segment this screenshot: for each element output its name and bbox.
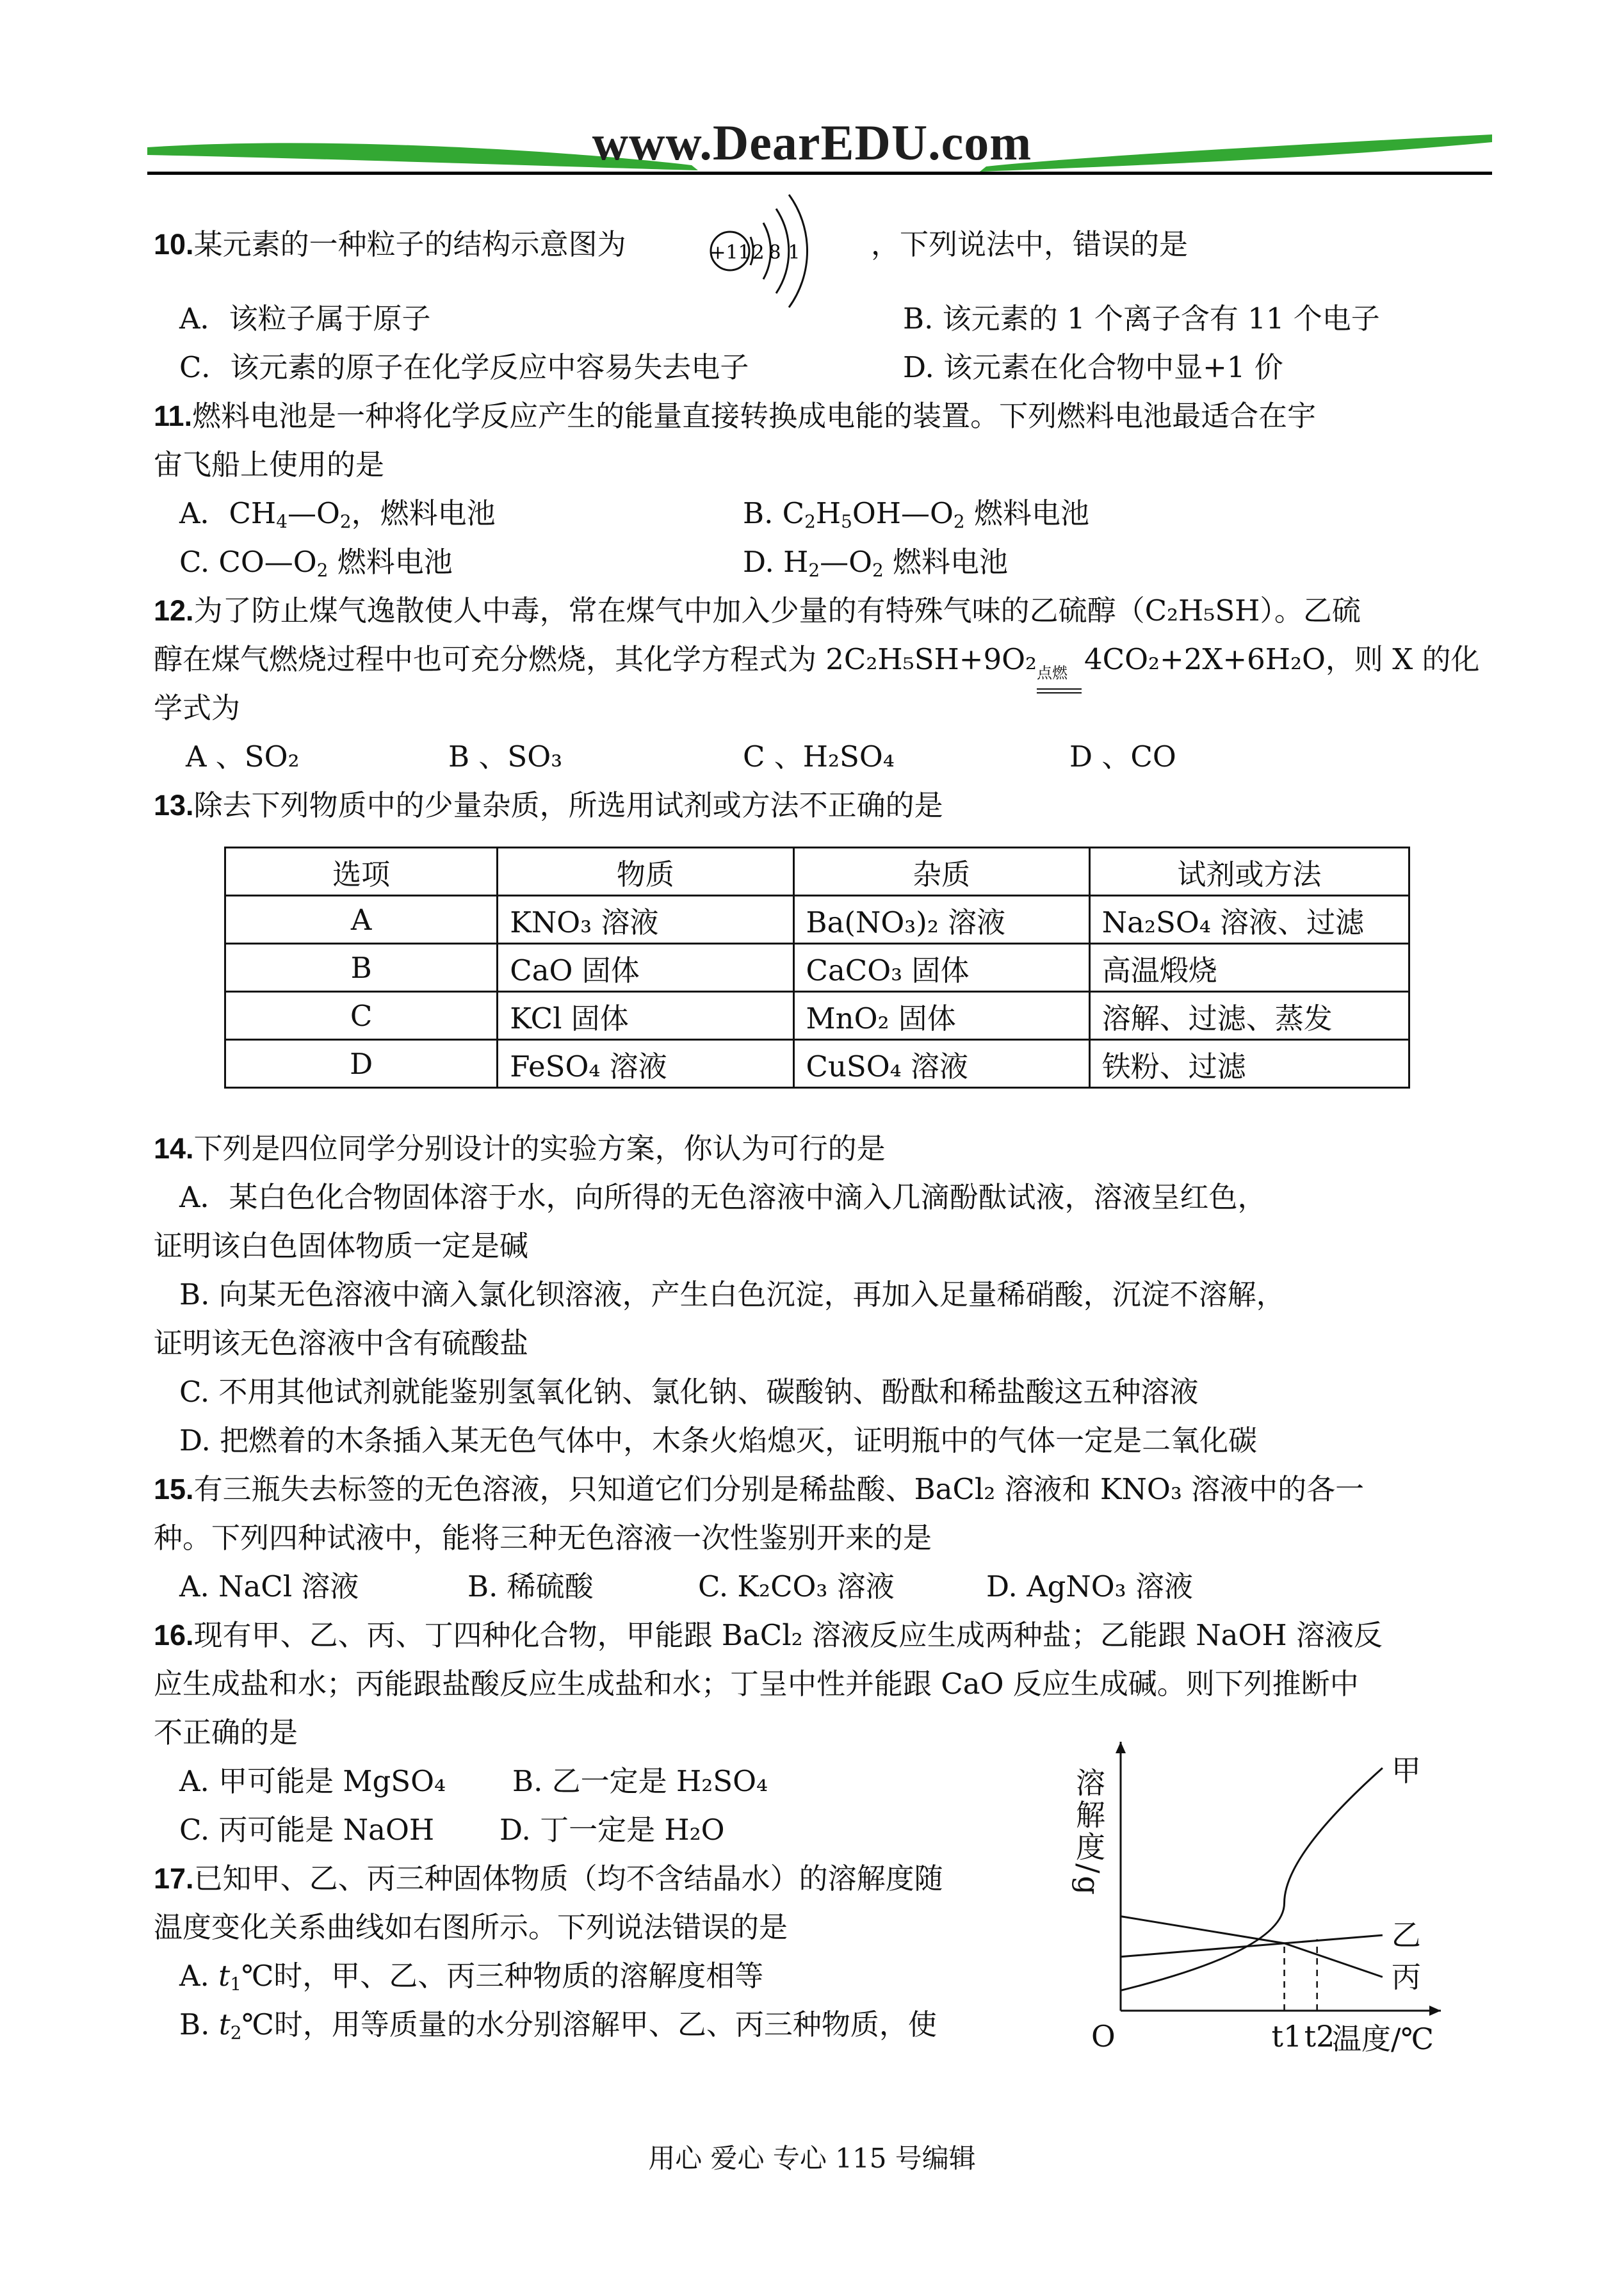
- q10-number: 10.: [154, 228, 194, 261]
- q12-stem-line1: [154, 592, 1361, 630]
- x-axis-arrow: [1429, 2006, 1441, 2016]
- q11-option-d: D. $H_2—O_2$ 燃料电池: [743, 545, 1009, 581]
- q14-option-c: C. 不用其他试剂就能鉴别氢氧化钠、氯化钠、碳酸钠、酚酞和稀盐酸这五种溶液: [179, 1375, 1199, 1409]
- q14-stem: [154, 1130, 886, 1168]
- series-2-label: 乙: [1391, 1918, 1421, 1953]
- q12-option-b: B 、SO₃: [448, 740, 563, 774]
- q10-stem: [154, 225, 626, 264]
- q12-number: 12.: [154, 594, 194, 627]
- q15-number: 15.: [154, 1473, 194, 1505]
- q16-stem-line2: 应生成盐和水；丙能跟盐酸反应生成盐和水；丁呈中性并能跟 CaO 反应生成碱。则下列推断中: [154, 1667, 1359, 1701]
- q15-stem-line1: [154, 1470, 1364, 1509]
- table-row: [225, 1040, 1409, 1088]
- q11-option-c: C. $CO—O_2$ 燃料电池: [179, 545, 453, 581]
- atom-structure-diagram: [704, 192, 845, 320]
- q10-option-a: A．该粒子属于原子: [179, 302, 431, 336]
- q12-line1-text: 为了防止煤气逸散使人中毒，常在煤气中加入少量的有特殊气味的乙硫醇（C₂H₅SH）。乙硫: [193, 594, 1361, 628]
- q15-option-b: B. 稀硫酸: [467, 1569, 594, 1603]
- q11-stem-line1: [154, 397, 1316, 435]
- q16-option-c: C. 丙可能是 NaOH: [179, 1813, 435, 1847]
- table-cell: 高温煅烧: [1089, 944, 1409, 992]
- q14-option-a-line2: 证明该白色固体物质一定是碱: [154, 1229, 529, 1263]
- q11-line1-text: 燃料电池是一种将化学反应产生的能量直接转换成电能的装置。下列燃料电池最适合在宇: [192, 399, 1317, 433]
- header-rule: [147, 172, 1492, 175]
- table-header-row: [225, 848, 1409, 896]
- table-cell: 溶解、过滤、蒸发: [1089, 992, 1409, 1040]
- q15-stem-line2: 种。下列四种试液中，能将三种无色溶液一次性鉴别开来的是: [154, 1521, 932, 1555]
- q12-option-d: D 、CO: [1069, 740, 1176, 774]
- q10-stem-b: ，下列说法中，错误的是: [871, 227, 1189, 261]
- q16-stem-line3: 不正确的是: [154, 1715, 298, 1749]
- y-axis-arrow: [1116, 1742, 1126, 1753]
- q12-option-a: A 、SO₂: [186, 740, 300, 774]
- q12-stem-line2: 醇在煤气燃烧过程中也可充分燃烧，其化学方程式为 2C₂H₅SH+9O₂ 点燃 4CO₂+2X+6H₂O，则 X 的化: [154, 640, 1480, 679]
- q13-table: [224, 847, 1410, 1089]
- q16-line1-text: 现有甲、乙、丙、丁四种化合物，甲能跟 BaCl₂ 溶液反应生成两种盐；乙能跟 NaOH 溶液反: [193, 1618, 1383, 1652]
- atom-nucleus: +11: [710, 241, 751, 264]
- page-footer: 用心 爱心 专心 115 号编辑: [648, 2143, 976, 2174]
- x-axis-label: 温度/℃: [1332, 2022, 1434, 2056]
- atom-shell-2: 8: [768, 241, 781, 264]
- q16-option-d: D. 丁一定是 H₂O: [499, 1813, 725, 1847]
- y-axis-label: 溶解度/g: [1071, 1767, 1106, 1897]
- table-row: [225, 896, 1409, 944]
- q17-number: 17.: [154, 1862, 194, 1895]
- q14-option-a-line1: A．某白色化合物固体溶于水，向所得的无色溶液中滴入几滴酚酞试液，溶液呈红色，: [179, 1180, 1267, 1214]
- table-cell: D: [225, 1040, 498, 1088]
- q14-option-d: D. 把燃着的木条插入某无色气体中，木条火焰熄灭，证明瓶中的气体一定是二氧化碳: [179, 1423, 1258, 1457]
- q17-option-a: A. $t_1℃$时，甲、乙、丙三种物质的溶解度相等: [179, 1959, 764, 1995]
- table-cell: CaCO₃ 固体: [793, 944, 1089, 992]
- q13-number: 13.: [154, 789, 194, 822]
- q17-option-b: B. $t_2℃$时，用等质量的水分别溶解甲、乙、丙三种物质，使: [179, 2007, 937, 2043]
- atom-shell-1: 2: [752, 241, 765, 264]
- q16-number: 16.: [154, 1619, 194, 1651]
- q16-option-a: A. 甲可能是 MgSO₄: [179, 1764, 446, 1798]
- origin-label: O: [1091, 2019, 1116, 2054]
- solubility-chart: [1071, 1729, 1473, 2062]
- q11-stem-line2: 宙飞船上使用的是: [154, 448, 385, 482]
- q14-number: 14.: [154, 1132, 194, 1165]
- q13-stem: [154, 786, 943, 825]
- q11-option-b: B. $C_2H_5OH—O_2$ 燃料电池: [743, 496, 1089, 532]
- table-cell: 铁粉、过滤: [1089, 1040, 1409, 1088]
- q10-option-d: D. 该元素在化合物中显+1 价: [903, 350, 1283, 384]
- q14-option-b-line2: 证明该无色溶液中含有硫酸盐: [154, 1326, 529, 1360]
- q15-option-a: A. NaCl 溶液: [179, 1569, 359, 1603]
- q14-stem-text: 下列是四位同学分别设计的实验方案，你认为可行的是: [193, 1131, 886, 1165]
- q12-condition: 点燃: [1037, 664, 1068, 682]
- table-cell: Na₂SO₄ 溶液、过滤: [1089, 896, 1409, 944]
- table-cell: B: [225, 944, 498, 992]
- table-cell: Ba(NO₃)₂ 溶液: [793, 896, 1089, 944]
- q17-line1-text: 已知甲、乙、丙三种固体物质（均不含结晶水）的溶解度随: [193, 1861, 943, 1895]
- q12-option-c: C 、H₂SO₄: [743, 740, 895, 774]
- table-header-cell: 选项: [225, 848, 498, 896]
- table-cell: A: [225, 896, 498, 944]
- q10-stem-a: 某元素的一种粒子的结构示意图为: [193, 227, 626, 261]
- table-cell: KCl 固体: [498, 992, 793, 1040]
- q13-stem-text: 除去下列物质中的少量杂质，所选用试剂或方法不正确的是: [193, 788, 943, 822]
- site-logo-text: www.DearEDU.com: [592, 115, 1032, 170]
- atom-shell-3: 1: [788, 241, 800, 264]
- q11-number: 11.: [154, 400, 193, 432]
- table-cell: FeSO₄ 溶液: [498, 1040, 793, 1088]
- q16-option-b: B. 乙一定是 H₂SO₄: [512, 1764, 768, 1798]
- table-header-cell: 物质: [498, 848, 793, 896]
- series-1-curve: [1121, 1768, 1383, 1990]
- q10-option-b: B. 该元素的 1 个离子含有 11 个电子: [903, 302, 1380, 336]
- table-cell: CuSO₄ 溶液: [793, 1040, 1089, 1088]
- q14-option-b-line1: B. 向某无色溶液中滴入氯化钡溶液，产生白色沉淀，再加入足量稀硝酸，沉淀不溶解，: [179, 1277, 1285, 1311]
- q15-option-c: C. K₂CO₃ 溶液: [698, 1569, 895, 1603]
- table-header-cell: 试剂或方法: [1089, 848, 1409, 896]
- q11-option-a: A．$CH_4—O_2$，燃料电池: [179, 496, 496, 532]
- series-1-label: 甲: [1391, 1753, 1421, 1788]
- table-cell: MnO₂ 固体: [793, 992, 1089, 1040]
- x-tick-label-2: t2: [1304, 2019, 1335, 2054]
- table-row: [225, 944, 1409, 992]
- chart-curves: [1121, 1768, 1383, 1990]
- table-cell: CaO 固体: [498, 944, 793, 992]
- q17-stem-line1: [154, 1860, 943, 1898]
- q10-option-c: C．该元素的原子在化学反应中容易失去电子: [179, 350, 749, 384]
- q16-stem-line1: [154, 1616, 1383, 1655]
- x-tick-label-1: t1: [1271, 2019, 1303, 2054]
- q15-option-d: D. AgNO₃ 溶液: [986, 1569, 1193, 1603]
- q12-stem-line3: 学式为: [154, 691, 241, 725]
- table-row: [225, 992, 1409, 1040]
- q17-stem-line2: 温度变化关系曲线如右图所示。下列说法错误的是: [154, 1910, 788, 1944]
- table-cell: C: [225, 992, 498, 1040]
- q15-line1-text: 有三瓶失去标签的无色溶液，只知道它们分别是稀盐酸、BaCl₂ 溶液和 KNO₃ 溶液中的各一: [193, 1472, 1365, 1506]
- table-cell: KNO₃ 溶液: [498, 896, 793, 944]
- table-header-cell: 杂质: [793, 848, 1089, 896]
- series-3-label: 丙: [1391, 1959, 1421, 1995]
